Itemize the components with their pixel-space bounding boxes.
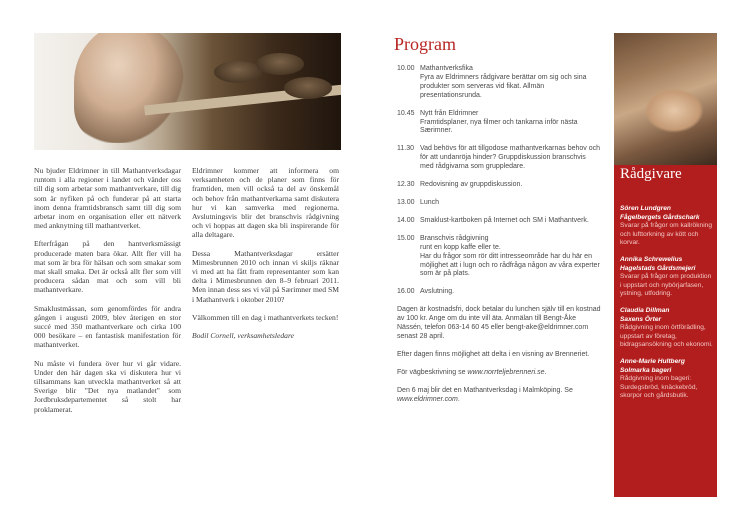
next-event-text: Den 6 maj blir det en Mathantverksdag i Malmköping. Se [397, 386, 573, 394]
intro-column-2 [192, 166, 339, 349]
intro-paragraph: Dessa Mathantverksdagar ersätter Mimesbrunnen 2010 och innan vi skiljs räknar vi med att ha fått fram representanter som kan delta i Mimesbrunnen den 8–9 februari 2011. Men innan dess ses vi väl på Særimner med SM i Mathantverk i oktober 2010? [192, 248, 339, 304]
program-item [397, 199, 601, 208]
baker-figure [74, 33, 184, 143]
bread-loaf [214, 61, 262, 83]
program-time: 10.45 [397, 109, 415, 117]
program-time: 10.00 [397, 65, 415, 72]
intro-paragraph: Nu måste vi fundera över hur vi går vidare. Under den här dagen ska vi diskutera hur vi tillsammans kan utveckla mathantverket så att Sverige blir "Det nya matlandet" som Jordbruksdepartementet så stolt har proklamerat. [34, 358, 181, 414]
advisor-description: Rådgivning inom bageri: Surdegsbröd, knäckebröd, skorpor och gårdsbutik. [620, 375, 698, 400]
program-item [397, 217, 601, 226]
program-title: Program [394, 34, 456, 54]
advisors-sidebar [614, 33, 717, 497]
advisor-entry [620, 307, 714, 350]
program-time: 13.00 [397, 198, 415, 206]
program-time: 12.30 [397, 181, 415, 189]
intro-column-1 [34, 166, 181, 423]
directions-link[interactable]: www.norrteljebrenneri.se [467, 368, 545, 376]
advisor-description: Svarar på frågor om produktion i uppstart och nybörjarfasen, ystning, utfodring. [620, 273, 712, 298]
advisor-name: Annika Schrewelius Hagelstads Gårdsmejeri [620, 255, 696, 272]
brewery-note: Efter dagen finns möjlighet att delta i en visning av Brenneriet. [397, 350, 590, 358]
advisors-list [620, 205, 714, 409]
advisors-title: Rådgivare [620, 166, 682, 182]
advisor-description: Rådgivning inom örtförädling, uppstart av företag, bidragsansökning och ekonomi. [620, 324, 713, 349]
intro-paragraph: Nu bjuder Eldrimner in till Mathantverksdagar runtom i alla regioner i landet och vänder oss till dig som arbetar som mathantverkare, till dig som är nyfiken på och funderar på att starta inom denna framtidsbransch samt till dig som arbetar inom en organisation eller ett nätverk med anknytning till mathantverket. [34, 166, 181, 231]
program-text: Avslutning. [420, 288, 455, 296]
program-list [397, 65, 601, 413]
program-time: 15.00 [397, 234, 415, 242]
eldrimner-link[interactable]: www.eldrimner.com [397, 395, 458, 403]
program-text: Vad behövs för att tillgodose mathantverkarnas behov och för att undanröja hinder? Gruppdiskussion branschvis med rådgivarna som gruppledare. [420, 145, 601, 171]
hands-figure [644, 88, 704, 133]
intro-paragraph: Smaklustmässan, som genomfördes för andra gången i augusti 2009, blev återigen en stor succé med 350 mathantverkare och cirka 100 000 besökare – en fantastisk manifestation för mathantverket. [34, 303, 181, 350]
program-item [397, 145, 601, 172]
directions-text: För vägbeskrivning se [397, 368, 468, 376]
dough-hands-photo [614, 33, 717, 165]
program-text: Lunch [420, 198, 440, 206]
intro-paragraph: Efterfrågan på den hantverksmässigt producerade maten bara ökar. Allt fler vill ha mat som är bra för hälsan och som smakar som mat skall smaka. Det är också allt fler som vill producera sådan mat och som vill bli mathantverkare. [34, 239, 181, 295]
intro-paragraph: Välkommen till en dag i mathantverkets tecken! [192, 312, 339, 322]
advisor-entry [620, 358, 714, 401]
program-item [397, 110, 601, 137]
program-time: 14.00 [397, 216, 415, 224]
directions-suffix: . [544, 368, 547, 376]
program-text: Mathantverksfika Fyra av Eldrimners rådgivare berättar om sig och sina produkter som serveras vid fikat. Allmän presentationsrunda. [420, 65, 587, 99]
next-event-note [397, 387, 601, 405]
bread-loaf [256, 53, 304, 75]
program-text: Branschvis rådgivning runt en kopp kaffe eller te. Har du frågor som rör ditt intresseområde har du här en möjlighet att i lugn och ro rådfråga någon av våra experter som är på plats. [420, 234, 600, 278]
advisor-description: Svarar på frågor om kallrökning och lufttorkning av kött och korvar. [620, 222, 712, 247]
program-text: Smaklust-kartboken på Internet och SM i Mathantverk. [420, 216, 589, 224]
advisor-name: Sören Lundgren Fågelbergets Gårdschark [620, 205, 700, 221]
baker-oven-photo [34, 33, 341, 150]
next-event-suffix: . [457, 395, 460, 403]
intro-paragraph: Eldrimner kommer att informera om verksamheten och de planer som finns för framtiden, men vill också ta del av önskemål och behov från mathantverkarna samt diskutera hur vi kan samverka med regionerna. Avslutningsvis blir det branschvis rådgivning och vi hoppas att dagen ska bli inspirerande för alla deltagare. [192, 166, 339, 240]
signature: Bodil Cornell, verksamhetsledare [192, 331, 295, 341]
program-item [397, 65, 601, 101]
advisor-name: Claudia Dillman Saxens Örter [620, 306, 670, 323]
program-time: 16.00 [397, 288, 415, 296]
program-time: 11.30 [397, 145, 414, 153]
program-text: Redovisning av gruppdiskussion. [420, 181, 523, 189]
bread-loaf [284, 77, 332, 99]
program-item [397, 288, 601, 297]
program-item [397, 235, 601, 280]
advisor-name: Anne-Marie Hultberg Solmarka bageri [620, 357, 685, 374]
advisor-entry [620, 256, 714, 299]
directions-note [397, 369, 601, 378]
program-text: Nytt från Eldrimner Framtidsplaner, nya filmer och tankarna inför nästa Særimner. [420, 109, 578, 135]
program-item [397, 181, 601, 190]
advisor-entry [620, 205, 714, 248]
cost-note: Dagen är kostnadsfri, dock betalar du lunchen själv till en kostnad av 100 kr. Ange om du inte vill äta. Anmälan till Bengt-Åke Nässén, telefon 063-14 60 45 eller bengt-ake@eldrimner.com senast 28 april. [397, 306, 601, 340]
